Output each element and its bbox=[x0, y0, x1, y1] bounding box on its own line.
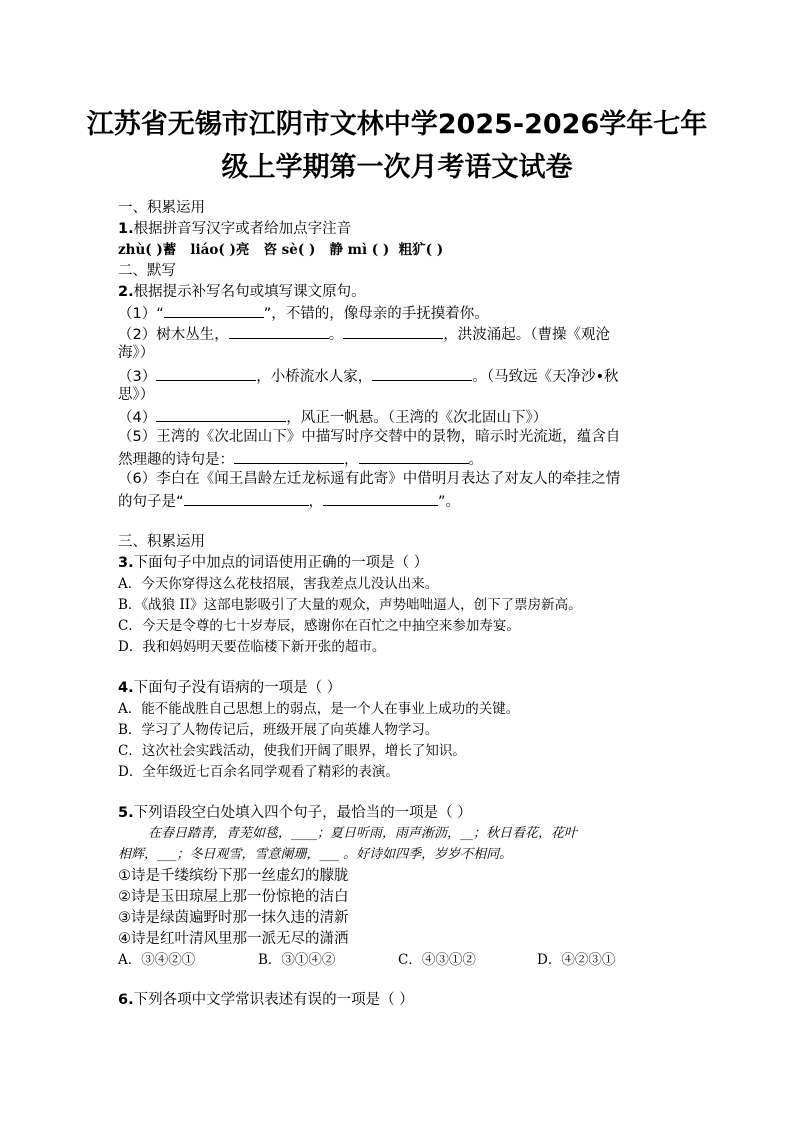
q4-option-c[interactable]: C．这次社会实践活动，使我们开阔了眼界，增长了知识。 bbox=[118, 743, 466, 759]
text: 的句子是“ bbox=[118, 494, 184, 510]
text: ，洪波涌起。（曹操《观沧 bbox=[443, 327, 610, 343]
pinyin-item[interactable]: zhù( )蓄 bbox=[118, 242, 177, 258]
q5-option-d[interactable]: D．④②③① bbox=[537, 952, 616, 968]
q4-option-d[interactable]: D．全年级近七百余名同学观看了精彩的表演。 bbox=[118, 764, 399, 780]
question-number: 4. bbox=[118, 680, 134, 696]
exam-title-line-2: 级上学期第一次月考语文试卷 bbox=[221, 152, 573, 183]
q5-sentence-3: ③诗是绿茵遍野时那一抹久违的清新 bbox=[118, 910, 349, 926]
section-3-heading: 三、积累运用 bbox=[118, 534, 205, 550]
q3-option-b[interactable]: B．《战狼 II》这部电影吸引了大量的观众，声势咄咄逼人，创下了票房新高。 bbox=[118, 597, 582, 613]
answer-blank[interactable] bbox=[164, 302, 264, 318]
answer-blank[interactable] bbox=[156, 365, 256, 381]
text: （1）“ bbox=[118, 306, 164, 322]
section-2-heading: 二、默写 bbox=[118, 263, 176, 279]
question-number: 5. bbox=[118, 805, 134, 821]
fill-line-2 bbox=[118, 323, 610, 345]
fill-line-6-cont bbox=[118, 490, 460, 512]
q3-option-c[interactable]: C．今天是令尊的七十岁寿辰，感谢你在百忙之中抽空来参加寿宴。 bbox=[118, 618, 520, 634]
question-number: 3. bbox=[118, 555, 134, 571]
question-6 bbox=[118, 990, 414, 1010]
text: （2）树木丛生， bbox=[118, 327, 229, 343]
question-3 bbox=[118, 553, 428, 573]
pinyin-item[interactable]: 静 mì ( ) bbox=[329, 242, 390, 258]
q5-sentence-2: ②诗是玉田琼屋上那一份惊艳的洁白 bbox=[118, 889, 349, 905]
text: ， bbox=[344, 452, 359, 468]
question-stem: 下面句子没有语病的一项是（ ） bbox=[133, 680, 342, 696]
question-number: 1. bbox=[118, 221, 134, 237]
text: ，小桥流水人家， bbox=[256, 369, 373, 385]
question-stem: 下列语段空白处填入四个句子，最恰当的一项是（ ） bbox=[133, 805, 472, 821]
text: 。 bbox=[468, 452, 483, 468]
text: ”，不错的，像母亲的手抚摸着你。 bbox=[263, 306, 489, 322]
q3-option-a[interactable]: A．今天你穿得这么花枝招展，害我差点儿没认出来。 bbox=[118, 576, 439, 592]
question-4 bbox=[118, 678, 341, 698]
answer-blank[interactable] bbox=[229, 323, 329, 339]
text: 然理趣的诗句是： bbox=[118, 452, 234, 468]
answer-blank[interactable] bbox=[156, 406, 286, 422]
question-stem: 根据提示补写名句或填写课文原句。 bbox=[133, 284, 366, 300]
fill-line-3 bbox=[118, 365, 619, 387]
text: 。（马致远《天净沙•秋 bbox=[472, 369, 619, 385]
q5-option-b[interactable]: B．③①④② bbox=[258, 952, 336, 968]
question-2 bbox=[118, 282, 366, 302]
q3-option-d[interactable]: D．我和妈妈明天要莅临楼下新开张的超市。 bbox=[118, 639, 386, 655]
answer-blank[interactable] bbox=[359, 448, 469, 464]
text: ， bbox=[308, 494, 324, 510]
fill-line-6: （6）李白在《闻王昌龄左迁龙标遥有此寄》中借明月表达了对友人的牵挂之情 bbox=[118, 471, 621, 487]
q4-option-b[interactable]: B．学习了人物传记后，班级开展了向英雄人物学习。 bbox=[118, 722, 439, 738]
q5-option-a[interactable]: A．③④②① bbox=[118, 952, 196, 968]
question-stem: 下列各项中文学常识表述有误的一项是（ ） bbox=[133, 992, 414, 1008]
pinyin-item[interactable]: 粗犷( ) bbox=[398, 242, 444, 258]
question-number: 6. bbox=[118, 992, 134, 1008]
text: ，风正一帆悬。（王湾的《次北固山下》） bbox=[286, 410, 548, 426]
fill-line-4 bbox=[118, 406, 547, 428]
answer-blank[interactable] bbox=[372, 365, 472, 381]
q5-passage-line-1: 在春日踏青，青芜如毯，____；夏日听雨，雨声淅沥，__；秋日看花，花叶 bbox=[148, 826, 578, 841]
pinyin-item[interactable]: liáo( )亮 bbox=[190, 242, 250, 258]
answer-blank[interactable] bbox=[343, 323, 443, 339]
question-number: 2. bbox=[118, 284, 134, 300]
fill-line-5: （5）王湾的《次北固山下》中描写时序交替中的景物，暗示时光流逝，蕴含自 bbox=[118, 429, 621, 445]
q5-option-c[interactable]: C．④③①② bbox=[398, 952, 476, 968]
q4-option-a[interactable]: A．能不能战胜自己思想上的弱点，是一个人在事业上成功的关键。 bbox=[118, 701, 520, 717]
text: （4） bbox=[118, 410, 157, 426]
answer-blank[interactable] bbox=[234, 448, 344, 464]
fill-line-1 bbox=[118, 302, 489, 324]
exam-title-line-1: 江苏省无锡市江阴市文林中学2025-2026学年七年 bbox=[86, 109, 708, 140]
q5-sentence-1: ①诗是千缕缤纷下那一丝虚幻的朦胧 bbox=[118, 868, 349, 884]
text: 。 bbox=[328, 327, 344, 343]
q5-sentence-4: ④诗是红叶清风里那一派无尽的潇洒 bbox=[118, 931, 349, 947]
fill-line-2-cont: 海》） bbox=[118, 345, 155, 361]
text: ”。 bbox=[438, 494, 461, 510]
question-5 bbox=[118, 803, 472, 823]
pinyin-items bbox=[118, 240, 443, 260]
fill-line-5-cont bbox=[118, 448, 483, 470]
question-stem: 下面句子中加点的词语使用正确的一项是（ ） bbox=[133, 555, 429, 571]
question-stem: 根据拼音写汉字或者给加点字注音 bbox=[133, 221, 352, 237]
text: （3） bbox=[118, 369, 157, 385]
pinyin-item[interactable]: 咨 sè( ) bbox=[263, 242, 316, 258]
q5-passage-line-2: 相辉，___；冬日观雪，雪意阑珊，___ 。好诗如四季，岁岁不相同。 bbox=[118, 847, 513, 862]
section-1-heading: 一、积累运用 bbox=[118, 200, 205, 216]
fill-line-3-cont: 思》） bbox=[118, 387, 155, 403]
answer-blank[interactable] bbox=[184, 490, 309, 506]
answer-blank[interactable] bbox=[323, 490, 438, 506]
question-1 bbox=[118, 219, 351, 239]
